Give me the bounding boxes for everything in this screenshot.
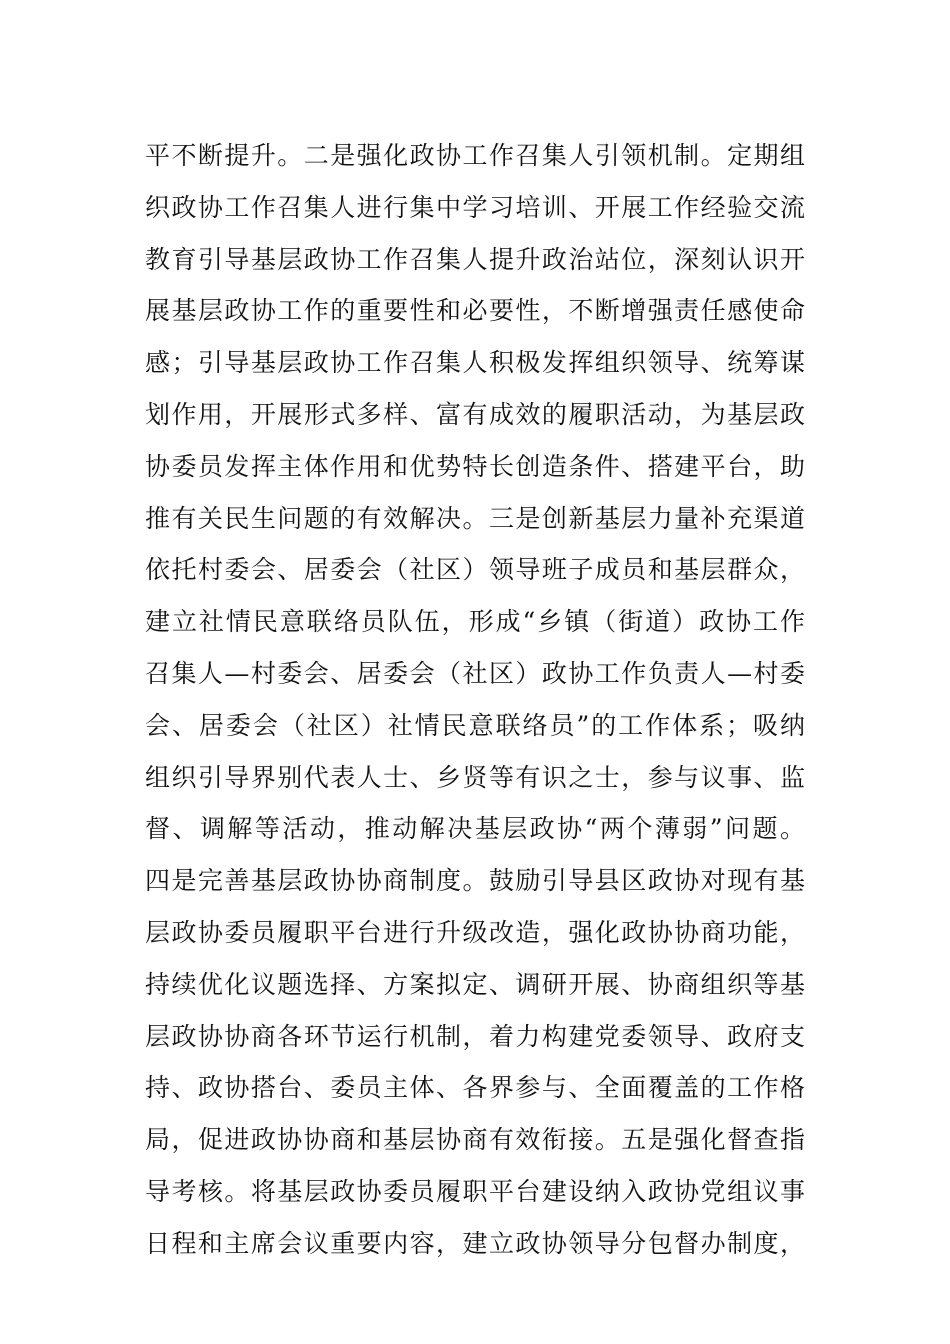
text-line-4: 展基层政协工作的重要性和必要性，不断增强责任感使命 [145,296,805,326]
body-text [145,130,805,1270]
text-line-11: 召集人—村委会、居委会（社区）政协工作负责人—村委 [145,658,805,688]
text-line-5: 感；引导基层政协工作召集人积极发挥组织领导、统筹谋 [145,348,805,378]
text-line-19: 持、政协搭台、委员主体、各界参与、全面覆盖的工作格 [145,1073,805,1103]
text-line-12: 会、居委会（社区）社情民意联络员”的工作体系；吸纳 [145,710,805,740]
text-line-7: 协委员发挥主体作用和优势特长创造条件、搭建平台，助 [145,451,805,481]
text-line-10: 建立社情民意联络员队伍，形成“乡镇（街道）政协工作 [145,607,805,637]
text-line-20: 局，促进政协协商和基层协商有效衔接。五是强化督查指 [145,1125,805,1155]
text-line-6: 划作用，开展形式多样、富有成效的履职活动，为基层政 [145,399,805,429]
text-line-1: 平不断提升。二是强化政协工作召集人引领机制。定期组 [145,141,805,170]
text-line-21: 导考核。将基层政协委员履职平台建设纳入政协党组议事 [145,1176,805,1206]
text-line-17: 持续优化议题选择、方案拟定、调研开展、协商组织等基 [145,969,805,999]
text-line-13: 组织引导界别代表人士、乡贤等有识之士，参与议事、监 [145,762,805,792]
text-line-16: 层政协委员履职平台进行升级改造，强化政协协商功能， [145,917,805,947]
text-line-8: 推有关民生问题的有效解决。三是创新基层力量补充渠道 [145,503,805,533]
text-line-3: 教育引导基层政协工作召集人提升政治站位，深刻认识开 [145,244,805,274]
text-line-2: 织政协工作召集人进行集中学习培训、开展工作经验交流 [145,192,805,222]
text-line-22: 日程和主席会议重要内容，建立政协领导分包督办制度， [145,1228,805,1258]
text-line-14: 督、调解等活动，推动解决基层政协“两个薄弱”问题。 [145,814,805,844]
text-line-15: 四是完善基层政协协商制度。鼓励引导县区政协对现有基 [145,866,805,896]
text-line-18: 层政协协商各环节运行机制，着力构建党委领导、政府支 [145,1021,805,1051]
text-line-9: 依托村委会、居委会（社区）领导班子成员和基层群众， [145,555,805,585]
